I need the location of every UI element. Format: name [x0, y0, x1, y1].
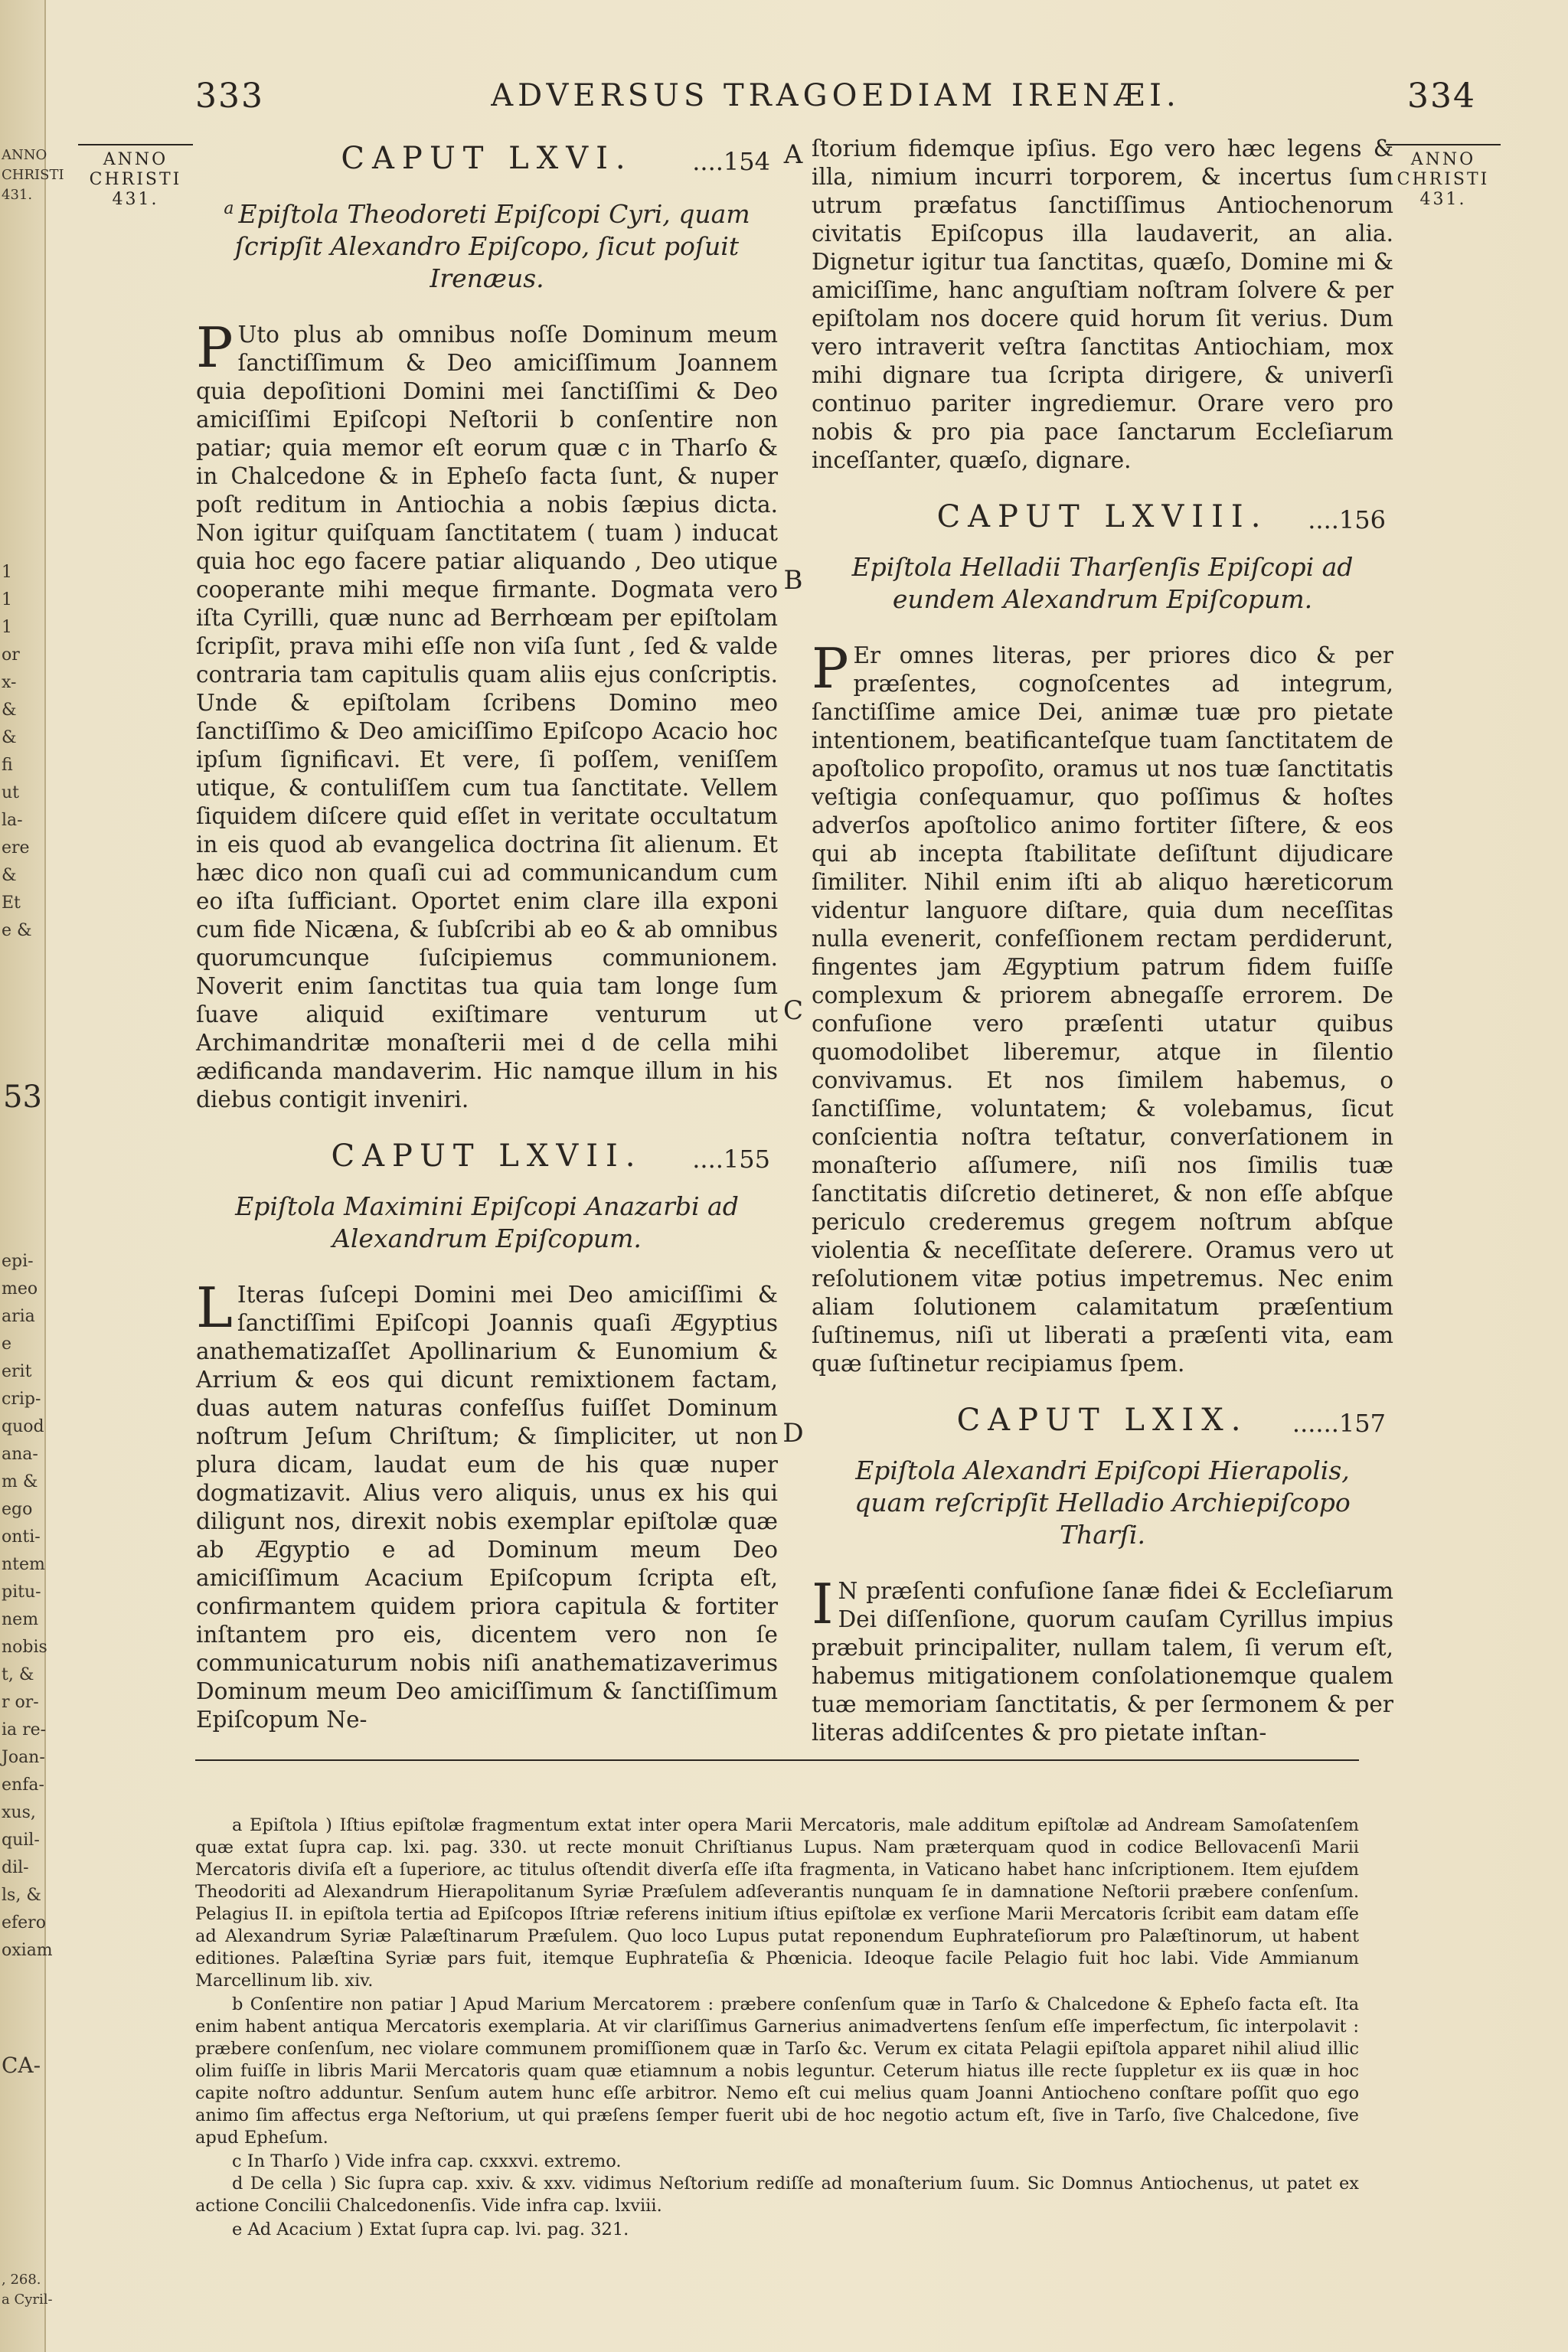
footnote-c: c In Tharſo ) Vide infra cap. cxxxvi. extremo. [232, 2151, 622, 2171]
spine-fragment-list: 1 1 1 or x- & & fi ut la- ere & Et e & [2, 563, 32, 940]
letter-body: I N præſenti confuſione ſanæ fidei & Eccleſiarum Dei diſſenſione, quorum cauſam Cyrillus impius præbuit principaliter, nullam talem, ſi verum eſt, habemus mitigationem conſolationemque qualem tuæ memoriam ſanctitatis, & per ſermonem & per literas addiſcentes & pro pietate inſtan- [812, 1572, 1393, 1746]
letter-title: Epiſtola Maximini Epiſcopi Anazarbi ad Alexandrum Epiſcopum. [235, 1191, 739, 1253]
page-number-right: 334 [1407, 77, 1476, 116]
chapter-number: ....155 [692, 1145, 770, 1174]
chapter-number: ....154 [692, 147, 770, 176]
letter-title: Epiſtola Alexandri Epiſcopi Hierapolis, quam reſcripſit Helladio Archiepiſcopo Tharſi. [854, 1455, 1351, 1550]
letter-body: P Er omnes literas, per priores dico & per præſentes, cognoſcentes ad integrum, ſanctiſſime amice Dei, animæ tuæ pro pietate intentionem, beatificanteſque tuam ſanctitatem de apoſtolico propoſito, oramus ut nos tuæ ſanctitatis veſtigia conſequamur, quo poſſimus & hoſtes adverſos apoſtolico animo fortiter ſiſtere, & eos qui ab incepta ſtabilitate deſiſtunt dijudicare ſimiliter. Nihil enim iſti ab aliquo hæreticorum videntur languore diſtare, quia dum neceſſitas nulla evenerit, confeſſionem rectam perdiderunt, fingentes jam Ægyptium patrum fidem fuiſſe complexum & priorem abnegaſſe errorem. De confuſione vero præſenti utatur quibus quomodolibet liberemur, atque in ſilentio convivamus. Et nos ſimilem habemus, o ſanctiſſime, voluntatem; & volebamus, ſicut conſcientia noſtra teſtatur, converſationem in monaſterio aſſumere, niſi nos ſimilis tuæ ſanctitatis diſcretio detineret, & non eſſe abſque periculo crederemus gregem noſtrum abſque violentia & neceſſitate deſerere. Oramus vero ut reſolutionem vitæ potius impetremus. Nec enim aliam ſolutionem calamitatum præſentium ſuſtinemus, niſi ut liberati a præſenti vita, eam quæ ſuſtinetur recipiamus ſpem. [812, 636, 1393, 1377]
chapter-title: CAPUT LXVI. [341, 141, 633, 176]
letter-body: P Uto plus ab omnibus noſſe Dominum meum ſanctiſſimum & Deo amiciſſimum Joannem quia depoſitioni Domini mei ſanctiſſimi & Deo amiciſſimi Epiſcopi Neſtorii b conſentire non patiar; quia memor eſt eorum quæ c in Tharſo & in Chalcedone & in Epheſo facta ſunt, & nuper poſt reditum in Antiochia a nobis ſæpius dicta. Non igitur quiſquam ſanctitatem ( tuam ) inducat quia hoc ego facere patiar aliquando , Deo utique cooperante mihi meque firmante. Dogmata vero iſta Cyrilli, quæ nunc ad Berrhœam per epiſtolam ſcripſit, prava mihi eſſe non viſa ſunt , ſed & valde contraria tam capitulis quam aliis ejus conſcriptis. Unde & epiſtolam ſcribens Domino meo ſanctiſſimo & Deo amiciſſimo Epiſcopo Acacio hoc ipſum ſignificavi. Et vere, ſi poſſem, veniſſem utique, & contuliſſem cum tua ſanctitate. Vellem ſiquidem diſcere quid eſſet in veritate occultatum in eis quod ab evangelica doctrina ſit alienum. Et hæc dico non quaſi cui ad communicandum cum eo iſta ſufficiant. Oportet enim clare illa exponi cum fide Nicæna, & ſubſcribi ab eo & ab omnibus quorumcunque ſuſcipiemus communionem. Noverit enim ſanctitas tua quia tam longe ſum ſuave aliquid exiſtimare venturum ut Archimandritæ monaſterii mei d de cella mihi ædificanda mandaverim. Hic namque illum in his diebus contigit inveniri. [196, 315, 778, 1112]
running-head [195, 77, 1476, 130]
section-letter-c: C [782, 995, 803, 1026]
chapter-heading [812, 1398, 1393, 1447]
letter-body-continued: ſtorium fidemque ipſius. Ego vero hæc legens & illa, nimium incurri torporem, & incertus ſum utrum præfatus ſanctiſſimus Antiochenorum civitatis Epiſcopus illa laudaverit, an alia. Dignetur igitur tua ſanctitas, quæſo, Domine mi & amiciſſime, hanc anguſtiam noſtram ſolvere & per epiſtolam nos docere quid horum ſit verius. Dum vero intraverit veſtra ſanctitas Antiochiam, mox mihi dignare tua ſcripta dirigere, & univerſi continuo pariter ingrediemur. Orare vero pro nobis & pro pia pace ſanctarum Eccleſiarum inceſſanter, quæſo, dignare. [812, 136, 1393, 473]
letter-title: $^a$ Epiſtola Theodoreti Epiſcopi Cyri, quam ſcripſit Alexandro Epiſcopo, ſicut poſuit Irenæus. [224, 199, 750, 293]
chapter-title: CAPUT LXIX. [956, 1403, 1249, 1438]
footnote-d: d De cella ) Sic ſupra cap. xxiv. & xxv. vidimus Neſtorium rediſſe ad monaſterium ſuum. Sic Domnus Antiochenus, ut patet ex actione Concilii Chalcedonenſis. Vide infra cap. lxviii. [195, 2174, 1359, 2216]
chapter-number: ......157 [1292, 1409, 1386, 1438]
adjacent-page-edge [0, 0, 64, 2352]
footnote-marker: a [224, 199, 234, 218]
drop-initial: P [196, 315, 234, 380]
section-letter-b: B [783, 565, 803, 596]
footnote-a: a Epiſtola ) Iſtius epiſtolæ fragmentum extat inter opera Marii Mercatoris, male additum epiſtolæ ad Andream Samoſatenſem quæ extat ſupra cap. lxi. pag. 330. ut recte monuit Chriſtianus Lupus. Nam præterquam quod in codice Bellovacenſi Marii Mercatoris diviſa eſt a ſuperiore, ac titulus oſtendit diverſa eſſe iſta fragmenta, in Vaticano habet hanc inſcriptionem. Item ejuſdem Theodoriti ad Alexandrum Hierapolitanum Syriæ Præſulem adſeverantis nunquam ſe in damnatione Neſtorii præbere conſenſum. Pelagius II. in epiſtola tertia ad Epiſcopos Iſtriæ referens initium iſtius epiſtolæ ex verſione Marii Mercatoris ſcribit eam datam eſſe ad Alexandrum Syriæ Palæſtinarum Præſulem. Quo loco Lupus putat reponendum Euphrateſiorum pro Palæſtinorum, ut habent editiones. Palæſtina Syriæ pars fuit, itemque Euphrateſia & Phœnicia. Ideoque facile Pelagio fuit hoc labi. Vide Ammianum Marcellinum lib. xiv. [195, 1815, 1359, 1991]
drop-initial: P [812, 636, 849, 701]
anno-christi-right: ANNO CHRISTI 431. [1386, 144, 1501, 210]
footnote-b: b Conſentire non patiar ] Apud Marium Mercatorem : præbere conſenſum quæ in Tarſo & Chalcedone & Epheſo facta eſt. Ita enim habent antiqua Mercatoris exemplaria. At vir clariſſimus Garnerius animadvertens ſenſum eſſe imperfectum, ſic interpolavit : præbere conſenſum, nec violare communem promiſſionem quæ in Tarſo &c. Verum ex citata Pelagii epiſtola apparet nihil aliud illic olim fuiſſe in libris Marii Mercatoris quam quæ etiamnum a nobis leguntur. Ceterum hiatus ille recte ſuppletur ex iis quæ in hoc capite noſtro adduntur. Senſum autem hunc eſſe arbitror. Nemo eſt cui melius quam Joanni Antiocheno conſtare poſſit quo ego animo ſim affectus erga Neſtorium, ut qui præſens ſemper fuerit ubi de hoc negotio actum eſt, ſive in Tarſo, ſive Chalcedone, ſive apud Epheſum. [195, 1994, 1359, 2148]
spine-fragment-list: epi- meo aria e erit crip- quod ana- m & ego onti- ntem pitu- nem nobis t, & r or- ia re- Joan- enfa- xus, quil- dil- ls, & efero oxiam [2, 1252, 53, 1960]
chapter-title: CAPUT LXVIII. [936, 499, 1269, 534]
chapter-title: CAPUT LXVII. [331, 1138, 643, 1174]
spine-fragment: , 268. a Cyril- [2, 2272, 53, 2308]
drop-initial: L [196, 1276, 233, 1340]
letter-body: L Iteras ſuſcepi Domini mei Deo amiciſſimi & ſanctiſſimi Epiſcopi Joannis quaſi Ægyptius anathematizaſſet Apollinarium & Eunomium & Arrium & eos qui dicunt remixtionem factam, duas autem naturas confeſſus fuiſſet Dominum noſtrum Jeſum Chriſtum; & ſimpliciter, ut non plura dicam, laudat eum de his quæ nuper dogmatizavit. Alius vero aliquis, unus ex his qui diligunt nos, direxit nobis exemplar epiſtolæ quæ ab Ægyptio e ad Dominum meum Deo amiciſſimum Acacium Epiſcopum ſcripta eſt, confirmantem quidem priora capitula & fortiter inſtantem pro eis, dicentem vero non ſe communicaturum nobis niſi anathematizaverimus Dominum meum Deo amiciſſimum & ſanctiſſimum Epiſcopum Ne- [196, 1276, 778, 1733]
section-letter-d: D [782, 1418, 804, 1449]
right-column [812, 130, 1393, 1767]
spine-number: 53 [3, 1080, 42, 1115]
footnote-rule [195, 1759, 1359, 1761]
chapter-heading [812, 495, 1393, 544]
footnote-e: e Ad Acacium ) Extat ſupra cap. lvi. pag. 321. [232, 2220, 629, 2239]
left-column [196, 130, 778, 1754]
chapter-number: ....156 [1308, 505, 1386, 534]
section-letter-a: A [783, 139, 803, 170]
footnote-row [195, 2151, 1359, 2173]
running-title: ADVERSUS TRAGOEDIAM IRENÆI. [491, 78, 1181, 113]
footnotes [195, 1815, 1359, 2243]
drop-initial: I [812, 1572, 834, 1636]
chapter-heading [196, 136, 778, 185]
letter-title: Epiſtola Helladii Tharſenſis Epiſcopi ad eundem Alexandrum Epiſcopum. [851, 552, 1354, 614]
spine-fragment: CA- [2, 2053, 41, 2078]
chapter-heading [196, 1134, 778, 1183]
spine-fragment: ANNO CHRISTI 431. [2, 147, 64, 203]
anno-christi-left: ANNO CHRISTI 431. [78, 144, 193, 210]
page-number-left: 333 [195, 77, 264, 116]
